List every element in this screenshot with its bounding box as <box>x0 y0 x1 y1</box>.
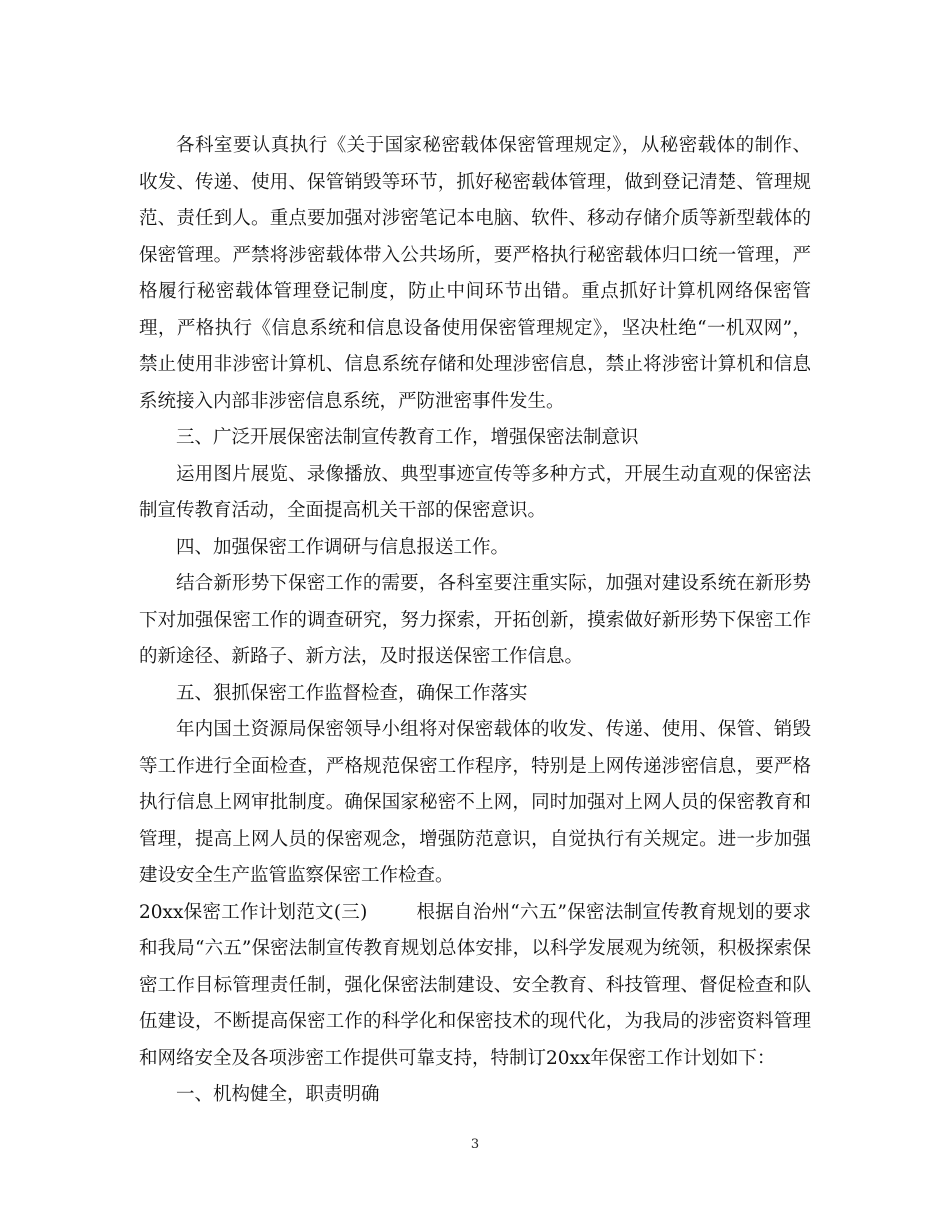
page-number: 3 <box>470 1137 480 1152</box>
heading-section-five: 五、狠抓保密工作监督检查，确保工作落实 <box>176 682 528 704</box>
paragraph-research-reporting: 结合新形势下保密工作的需要，各科室要注重实际，加强对建设系统在新形势下对加强保密工作的调查研究，努力探索，开拓创新，摸索做好新形势下保密工作的新途径、新路子、新方法，及时报送保密工作信息。 <box>139 573 811 667</box>
heading-section-four: 四、加强保密工作调研与信息报送工作。 <box>176 536 510 558</box>
paragraph-plan-three-intro: 20xx保密工作计划范文(三) 根据自治州“六五”保密法制宣传教育规划的要求和我局“六五”保密法制宣传教育规划总体安排，以科学发展观为统领，积极探索保密工作目标管理责任制，强化保密法制建设、安全教育、科技管理、督促检查和队伍建设，不断提高保密工作的科学化和保密技术的现代化，为我局的涉密资料管理和网络安全及各项涉密工作提供可靠支持，特制订20xx年保密工作计划如下： <box>139 901 811 1069</box>
paragraph-publicity-education: 运用图片展览、录像播放、典型事迹宣传等多种方式，开展生动直观的保密法制宣传教育活动，全面提高机关干部的保密意识。 <box>139 463 811 521</box>
document-body <box>139 128 811 1114</box>
paragraph-carrier-management: 各科室要认真执行《关于国家秘密载体保密管理规定》，从秘密载体的制作、收发、传递、使用、保管销毁等环节，抓好秘密载体管理，做到登记清楚、管理规范、责任到人。重点要加强对涉密笔记本电脑、软件、移动存储介质等新型载体的保密管理。严禁将涉密载体带入公共场所，要严格执行秘密载体归口统一管理，严格履行秘密载体管理登记制度，防止中间环节出错。重点抓好计算机网络保密管理，严格执行《信息系统和信息设备使用保密管理规定》，坚决杜绝“一机双网”，禁止使用非涉密计算机、信息系统存储和处理涉密信息，禁止将涉密计算机和信息系统接入内部非涉密信息系统，严防泄密事件发生。 <box>139 135 811 412</box>
heading-section-three: 三、广泛开展保密法制宣传教育工作，增强保密法制意识 <box>176 427 639 448</box>
heading-section-one: 一、机构健全，职责明确 <box>176 1084 380 1105</box>
paragraph-supervision-inspection: 年内国土资源局保密领导小组将对保密载体的收发、传递、使用、保管、销毁等工作进行全面检查，严格规范保密工作程序，特别是上网传递涉密信息，要严格执行信息上网审批制度。确保国家秘密不上网，同时加强对上网人员的保密教育和管理，提高上网人员的保密观念，增强防范意识，自觉执行有关规定。进一步加强建设安全生产监管监察保密工作检查。 <box>139 719 811 886</box>
